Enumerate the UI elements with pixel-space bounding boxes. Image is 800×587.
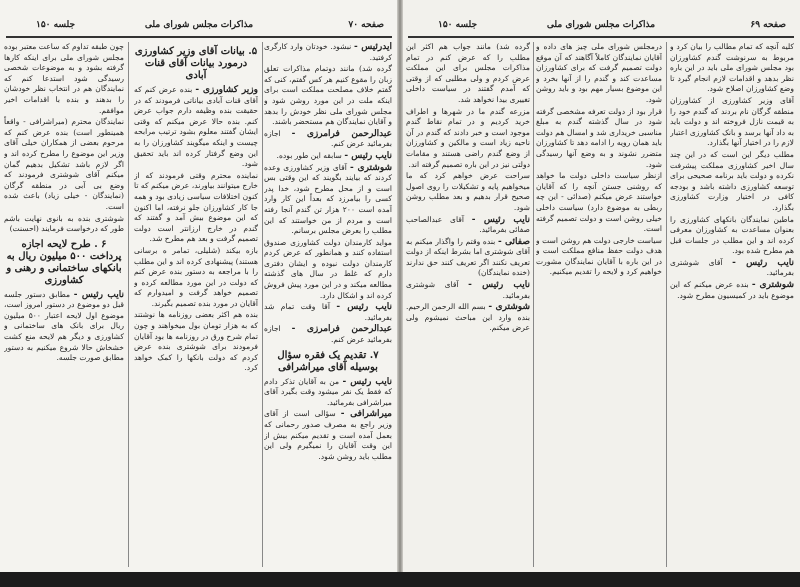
paragraph — [264, 64, 392, 128]
paragraph-text: آقای عبدالصاحب صفائی بفرمائید. — [406, 214, 530, 235]
paragraph — [670, 215, 794, 257]
paragraph-text: مطابق دستور جلسه قبل دو موضوع در دستور امروز است، موضوع اول لایحه اعتبار ۵۰۰ میلیون ریال برای بانک های ساختمانی و کشاورزی و دیگر هم لایحه منع کشت خشخاش حالا شروع میکنیم به دستور مطابق صورت جلسه. — [4, 289, 124, 363]
paragraph — [536, 42, 662, 106]
paragraph-text: گرده شد) مانند دوتمام مذاکرات تعلق زبان را مقوع کنیم هر کس گفتم، کنی که گفتم خلاف مصلحت مملکت است برای اینکه ملت در این مورد روشن شود و مجلس شورای ملی نظر خودش را بدهد و آقایان نمایندگان هم مستحضر باشند. — [264, 64, 392, 127]
section-heading: ۵. بیانات آقای وزیر کشاورزی درمورد بیانات آقای قنات آبادی — [134, 46, 258, 81]
speaker-name: عبدالرحمن فرامرزی - — [291, 128, 392, 139]
speaker-name: وزیر کشاورزی - — [195, 85, 258, 95]
speaker-name: نایب رئیس - — [344, 150, 392, 161]
header-rule — [6, 36, 392, 38]
speaker-name: شوشتری - — [751, 280, 794, 291]
speaker-name: نایب رئیس - — [73, 289, 124, 300]
scan-border — [0, 572, 800, 587]
speaker-name: نایب رئیس - — [471, 214, 530, 225]
left-page — [0, 0, 398, 575]
paragraph-text: بازه بیکند (شلیلی، تمامر ه برسانی هستند) پیشنهادی کرده اند و این مطلب را با مراجعه به دستور بنده عرض کنم که دولت در این مورد مطالعه کرده و تصمیم خواهد گرفت و امیدوارم که آقایان در مورد بنده تصمیم بگیرند. — [134, 245, 258, 308]
column — [264, 42, 392, 567]
speaker-paragraph — [264, 129, 392, 150]
paragraph-text: مواید کارمندان دولت کشاورزی صندوق استفاده کنند و همانطور که عرض کردم کارمندان دولت نبوده و ایشان دفتری دارم که غلط در سال های گذشته مطالعه میکند و در این مورد پیش فروش کرده اند و اشکال دارد. — [264, 237, 392, 300]
session-number: جلسه ۱۵۰ — [36, 20, 76, 30]
speaker-paragraph — [264, 302, 392, 323]
paragraph-text: نبشود. خودتان وارد کارگری کرفتید. — [264, 42, 392, 62]
speaker-paragraph — [670, 258, 794, 279]
page-number: صفحه ۷۰ — [348, 20, 384, 30]
paragraph-text: کلیه آنچه که تمام مطالب را بیان کرد و مربوط به سرنوشت گندم کشاورزان بود مجلس شورای ملی باید در این باره نظر بدهد و اقدامات لازم انجام گیرد تا وضع کشاورزان اصلاح شود. — [670, 42, 794, 94]
speaker-paragraph — [264, 42, 392, 63]
paragraph-text: ازنظر سیاست داخلی دولت ما خواهد که روشنی جستن آنچه را که آقایان خواستند عرض میکنم (صدائی - این چه ربطی به موضوع دارد) سیاست داخلی خیلی روشن است و دولت تصمیم گرفته است. — [536, 171, 662, 234]
speaker-paragraph — [406, 237, 530, 279]
paragraph-text: آقای شوشتری بفرمائید. — [670, 257, 794, 278]
column — [536, 42, 662, 567]
paragraph — [134, 246, 258, 310]
paragraph — [670, 96, 794, 149]
paragraph-text: آقای وزیر کشاورزی وعده کردند که بیایند بگویند که این وقتی بس است و از محل مطرح شود، خدا پدر کسی را بیامرزد که بعداً این کار وارد آمده است ۲۰۰ هزار تن گندم آنجا رفته است و مردم از من خواستند که این مطلب را بعرض مجلس برسانم. — [264, 162, 392, 236]
page-header — [408, 18, 794, 34]
speaker-name: میراشرافی - — [340, 409, 392, 420]
paragraph-text: آقای وزیر کشاورزی از کشاورزان منطقه گرگان نام بردند که گندم خود را به قیمت نازل فروخته اند و دولت باید به داد آنها برسد و بانک کشاورزی اعتبار لازم را در اختیار آنها بگذارد. — [670, 95, 794, 148]
speaker-name: ایدرئیس - — [354, 42, 392, 52]
speaker-name: صفائی - — [497, 236, 530, 247]
paragraph-text: نمایندگان محترم (میراشرافی - واقعاً همینطور است) بنده عرض کنم که مرحوم بعضی از همکاران خیلی آقای وزیر این موضوع را مطرح کرده اند و اگر لازم باشد تشکیل بدهیم گمان میکنم آقای شوشتری فرمودند که وضع بی آبی در منطقه گرگان (نمایندگان - خیلی زیاد) باعث شده است. — [4, 117, 124, 211]
paragraph — [4, 117, 124, 212]
header-rule — [408, 36, 794, 38]
paragraph-text: مزرعه گندم ما در شهرها و اطراف خرید کردیم و در تمام نقاط گندم موجود است و خبر دادند که گندم در آن ناحیه زیاد است و مالکین و کشاورزان از وضع گندم راضی هستند و مقامات دولتی نیز در این باره تصمیم گرفته اند. — [406, 106, 530, 169]
paragraph — [670, 42, 794, 95]
paragraph-text: آقا وقت تمام شد بفرمائید. — [264, 302, 392, 322]
paragraph-text: چون طبقه تداوم که ساعت معتبر بوده مجلس شورای ملی برای اینکه کارها گرفته بشود و به موضوعات شخصی رسیدگی شود استدعا کنم که نمایندگان هم در انتخاب نظر خودشان را بدهند و بنده با اقدامات اخیر موافقم. — [4, 42, 124, 115]
speaker-paragraph — [264, 409, 392, 462]
paragraph — [406, 107, 530, 171]
paragraph-text: قرار بود از دولت تعرفه مشخصی گرفته شود در سال گذشته گندم به مبلغ مناسبی خریداری شد و امسال هم دولت باید همان رویه را ادامه دهد تا کشاورزان متضرر نشوند و به وضع آنها رسیدگی شود. — [536, 106, 662, 169]
section-heading: ۷. تقدیم یک فقره سؤال بوسیله آقای میراشرافی — [277, 349, 379, 373]
speaker-name: شوشتری - — [349, 162, 392, 173]
speaker-paragraph — [134, 85, 258, 170]
paragraph-text: ماطین نمایندگان بانکهای کشاورزی را بعنوان مساعدت به کشاورزان معرفی کرده اند و این مطلب در جلسات قبل هم مطرح شده بود. — [670, 214, 794, 256]
paragraph — [4, 214, 124, 235]
paragraph-text: بنده وقتم را واگذار میکنم به آقای شوشتری اما بشرط اینکه از دولت تعریف نکنند اگر تعریف کنند حق ندارند (خنده نمایندگان) — [406, 236, 530, 278]
paragraph — [134, 171, 258, 245]
column-divider — [533, 42, 534, 567]
paragraph — [134, 310, 258, 374]
speaker-paragraph — [264, 151, 392, 162]
paragraph-text: من به آقایان تذکر دادم که فقط یک نفر میشود وقت بگیرد آقای میراشرافی بفرمائید. — [264, 376, 392, 407]
paragraph-text: سیاست خارجی دولت هم روشن است و هدف دولت حفظ منافع مملکت است و در این باره با آقایان نمایندگان مشورت خواهیم کرد و لایحه را تقدیم میکنیم. — [536, 235, 662, 277]
speaker-name: نایب رئیس - — [342, 376, 392, 387]
paragraph — [536, 236, 662, 278]
page-header — [6, 18, 392, 34]
paragraph-text: شوشتری بنده به بانوی نهایت باشم طور که درخواست فرمایند (احسنت) — [4, 213, 124, 234]
speaker-name: نایب رئیس - — [336, 302, 392, 313]
column-divider — [262, 42, 263, 567]
binding-fold — [397, 0, 403, 575]
column — [406, 42, 530, 567]
speaker-paragraph — [406, 280, 530, 301]
column — [134, 42, 258, 567]
speaker-paragraph — [406, 215, 530, 236]
paragraph — [264, 238, 392, 302]
speaker-paragraph — [406, 302, 530, 334]
paragraph-text: سابقه این طور بوده. — [276, 150, 342, 160]
right-page — [402, 0, 800, 575]
paragraph-text: بسم الله الرحمن الرحیم. بنده وارد این مباحث نمیشوم ولی عرض میکنم. — [406, 302, 530, 333]
column-divider — [128, 42, 129, 567]
page-number: صفحه ۶۹ — [750, 20, 786, 30]
paragraph — [536, 171, 662, 235]
speaker-paragraph — [264, 163, 392, 237]
paragraph-text: نماینده محترم وقتی فرمودند که از خارج میتوانند بیاورند، عرض میکنم که تا کنون اختلافات سیاسی زیادی بود و همه جا کار کشاورزان جلو نرفته، اما اکنون که این موضوع بیش آمد و گفتند که گندم در خارج ارزانتر است دولت تصمیم گرفت و بعد هم مطرح شد. — [134, 170, 258, 244]
paragraph — [406, 171, 530, 213]
paragraph-text: مطلب دیگر این است که در این چند سال اخیر کشاورزی مملکت پیشرفت نکرده و دولت باید برنامه صحیحی برای توسعه کشاورزی داشته باشد و بودجه کافی در اختیار وزارت کشاورزی بگذارد. — [670, 149, 794, 212]
column-divider — [666, 42, 667, 567]
running-title: مذاکرات مجلس شورای ملی — [144, 20, 254, 30]
running-title: مذاکرات مجلس شورای ملی — [546, 20, 656, 30]
speaker-paragraph — [264, 377, 392, 409]
paragraph-text: گرده شد) مانند جواب هم اکثر این مطلب را که عرض کنم در تمام مذاکرات مجلس برای این مملکت عرض کردم و ولی مطلبی که از وقتی که آمدم گفتند در سیاست داخلی تغییری بیدا نخواهد شد. — [406, 42, 530, 104]
paragraph-text: آقای شوشتری بفرمائید. — [406, 280, 530, 300]
paragraph-text: اجازه بفرمائید عرض کنم. — [264, 128, 392, 149]
paragraph-text: بنده عرض کنم که آقای قنات آبادی بیاناتی فرمودند که در حقیقت بنده وظیفه دارم جواب عرض کنم. بنده حالا عرض میکنم که وقتی ایشان گفتند معلوم بشود ترتیب مرابحه چیست و اینکه میگویند کشاورزان را به این وضع گرفتار کرده اند باید تحقیق شود. — [134, 85, 258, 169]
speaker-paragraph — [4, 290, 124, 364]
section-heading: ۶ . طرح لایحه اجازه پرداخت ۵۰۰ میلیون ریال به بانکهای ساختمانی و رهنی و کشاورزی — [6, 238, 122, 286]
speaker-name: عبدالرحمن فرامرزی - — [291, 324, 392, 335]
column — [670, 42, 794, 567]
paragraph-text: سؤالی است از آقای وزیر راجع به مصرف صدور رحمانی که بعمل آمده است و تقدیم میکنم بیش از این وقت آقایان را نمیگیرم ولی این مطلب باید روشن شود. — [264, 409, 392, 461]
paragraph — [536, 107, 662, 171]
speaker-paragraph — [670, 280, 794, 301]
session-number: جلسه ۱۵۰ — [438, 20, 478, 30]
paragraph — [670, 150, 794, 214]
paragraph-text: درمجلس شورای ملی چیز های داده و آقایان نمایندگان کاملاً آگاهند که آن موقع دولت تصمیم گرفت که برای کشاورزان مساعدت کند و گندم را از آنها بخرد و این موضوع بسیار مهم بود و باید روشن شود. — [536, 42, 662, 104]
paragraph — [406, 42, 530, 106]
paragraph — [4, 42, 124, 116]
speaker-name: نایب رئیس - — [732, 257, 794, 268]
paragraph-text: سراحت عرض خواهم کرد که ما میخواهیم پایه و تشکیلات را روی اصول صحیح قرار بدهیم و بعد مطلب روشن شود. — [406, 171, 530, 212]
speaker-name: نایب رئیس - — [468, 280, 530, 291]
column — [4, 42, 124, 567]
paragraph-text: اجازه بفرمائید عرض کنم. — [264, 324, 392, 345]
paragraph-text: بنده هم اکثر بعضی روزنامه ها نوشتند که به هزار تومان بول میخواهند و چون تمام شرح ورق در روزنامه ها بود آقایان فرمودند برای شوشتری بنده عرض کردم که دولت بانکها را کمک خواهد کرد. — [134, 310, 258, 373]
speaker-paragraph — [264, 324, 392, 345]
speaker-name: شوشتری - — [488, 302, 530, 313]
paragraph-text: بنده عرض میکنم که این موضوع باید در کمیسیون مطرح شود. — [670, 280, 794, 300]
